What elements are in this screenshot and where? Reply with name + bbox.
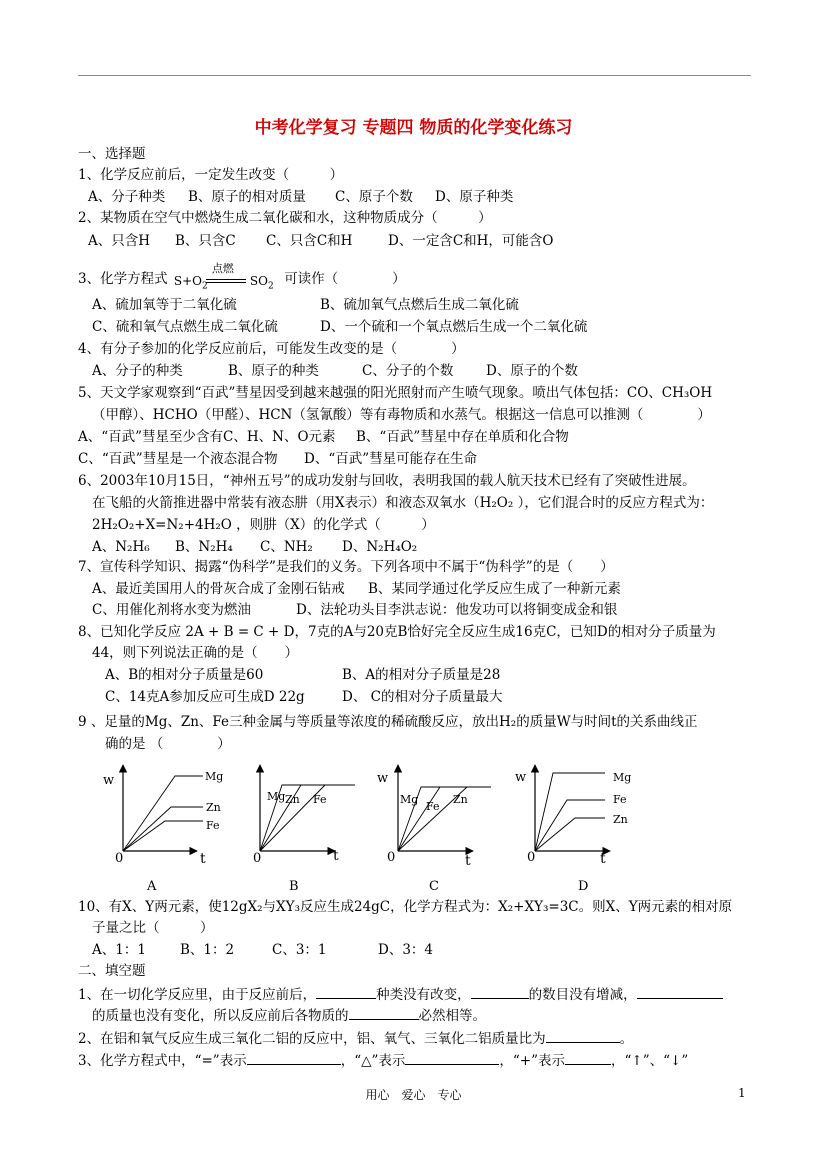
- q3-option-d: D、一个硫和一个氧点燃后生成一个二氧化硫: [320, 319, 588, 335]
- q9-a-label-2: Zn: [206, 801, 221, 814]
- q4-option-c: C、分子的个数: [362, 363, 454, 379]
- q3-option-b: B、硫加氧气点燃后生成二氧化硫: [320, 297, 519, 313]
- q10-option-d: D、3：4: [378, 942, 434, 958]
- q5-line-2: （甲醇）、HCHO（甲醛）、HCN（氢氰酸）等有毒物质和水蒸气。根据这一信息可以推测（ ）: [92, 407, 711, 423]
- header-rule: [78, 75, 751, 76]
- q3-stem-suffix: 可读作（ ）: [284, 271, 406, 287]
- f3-blank-3[interactable]: [565, 1050, 611, 1065]
- q9-graph-a-letter: A: [147, 879, 157, 893]
- q3-option-c: C、硫和氧气点燃生成二氧化硫: [92, 319, 278, 335]
- q9-line-2: 确的是 （ ）: [105, 736, 231, 752]
- q7-option-b: B、某同学通过化学反应生成了一种新元素: [368, 581, 621, 597]
- q9-b-label-3: Fe: [313, 793, 327, 806]
- q7-option-c: C、用催化剂将水变为燃油: [92, 602, 251, 618]
- q9-d-origin: 0: [527, 850, 536, 865]
- q9-graph-c-letter: C: [429, 879, 439, 893]
- q5-option-b: B、“百武”彗星中存在单质和化合物: [356, 429, 569, 445]
- q2-option-c: C、只含C和H: [266, 233, 353, 249]
- q3-stem: [78, 261, 406, 291]
- q8-option-c: C、14克A参加反应可生成D 22g: [105, 689, 305, 705]
- q6-option-d: D、N₂H₄O₂: [342, 539, 418, 555]
- page-number: 1: [738, 1086, 746, 1100]
- q4-stem: 4、有分子参加的化学反应前后，可能发生改变的是（ ）: [78, 341, 465, 357]
- q3-equation: [172, 261, 280, 291]
- q3-stem-prefix: 3、化学方程式: [78, 271, 168, 287]
- q2-option-b: B、只含C: [175, 233, 236, 249]
- q2-stem: 2、某物质在空气中燃烧生成二氧化碳和水，这种物质成分（ ）: [78, 210, 492, 226]
- q1-option-d: D、原子种类: [435, 189, 514, 205]
- q9-d-label-2: Fe: [613, 793, 627, 806]
- q5-option-c: C、“百武”彗星是一个液态混合物: [78, 451, 278, 467]
- q9-a-origin: 0: [115, 851, 124, 866]
- q6-line-2: 在飞船的火箭推进器中常装有液态肼（用X表示）和液态双氧水（H₂O₂ ），它们混合时的反应方程式为：: [92, 495, 714, 511]
- q9-c-axis-w: w: [377, 771, 389, 786]
- q9-a-axis-w: w: [103, 773, 115, 788]
- q9-d-label-1: Mg: [613, 771, 632, 784]
- q4-option-d: D、原子的个数: [486, 363, 578, 379]
- q3-eq-right: $SO_2$: [249, 273, 274, 291]
- q10-line-1: 10、有X、Y两元素，使12gX₂与XY₃反应生成24gC，化学方程式为：X₂+XY₃=3C。则X、Y两元素的相对原: [78, 899, 733, 915]
- f1-blank-4[interactable]: [349, 1005, 419, 1020]
- q1-option-c: C、原子个数: [335, 189, 413, 205]
- q9-a-label-3: Fe: [206, 819, 220, 832]
- q9-c-label-3: Zn: [453, 793, 468, 806]
- f1-blank-3[interactable]: [637, 984, 723, 999]
- section-fill-heading: 二、填空题: [78, 963, 146, 979]
- q3-option-a: A、硫加氧等于二氧化硫: [92, 297, 237, 313]
- q9-b-axis-t: t: [333, 848, 339, 864]
- q7-option-d: D、法轮功头目李洪志说：他发功可以将铜变成金和银: [296, 602, 618, 618]
- q9-c-origin: 0: [387, 850, 396, 865]
- q6-option-c: C、NH₂: [260, 539, 313, 555]
- q5-option-d: D、“百武”彗星可能存在生命: [304, 451, 478, 467]
- f2-line: 2、在铝和氧气反应生成三氧化二铝的反应中，铝、氧气、三氧化二铝质量比为 。: [78, 1028, 633, 1048]
- q6-line-3: 2H₂O₂+X=N₂+4H₂O ，则肼（X）的化学式（ ）: [92, 517, 435, 533]
- q7-stem: 7、宣传科学知识、揭露“伪科学”是我们的义务。下列各项中不属于“伪科学”的是（ ）: [78, 559, 614, 575]
- q3-eq-condition: 点燃: [211, 261, 234, 275]
- f3-blank-1[interactable]: [247, 1050, 341, 1065]
- q10-option-b: B、1：2: [180, 942, 235, 958]
- q6-line-1: 6、2003年10月15日，“神州五号”的成功发射与回收，表明我国的载人航天技术已经有了突破性进展。: [78, 473, 696, 489]
- q9-d-axis-t: t: [600, 851, 606, 867]
- q4-option-b: B、原子的种类: [228, 363, 319, 379]
- q9-d-label-3: Zn: [613, 813, 628, 826]
- q8-line-1: 8、已知化学反应 2A + B = C + D，7克的A与20克B恰好完全反应生成16克C，已知D的相对分子质量为: [78, 624, 716, 640]
- q6-option-b: B、N₂H₄: [175, 539, 233, 555]
- f1-line-2: 的质量也没有变化，所以反应前后各物质的 必然相等。: [92, 1005, 486, 1025]
- q9-graph-d: [515, 765, 631, 867]
- q9-graph-b: [253, 765, 355, 866]
- q1-option-a: A、分子种类: [88, 189, 166, 205]
- f3-blank-2[interactable]: [405, 1050, 499, 1065]
- q9-a-axis-t: t: [200, 851, 206, 867]
- q5-option-a: A、“百武”彗星至少含有C、H、N、O元素: [78, 429, 336, 445]
- q10-line-2: 子量之比（ ）: [92, 920, 214, 936]
- q9-b-label-1: Mg: [267, 790, 286, 803]
- q9-c-axis-t: t: [465, 853, 471, 869]
- f2-blank[interactable]: [546, 1028, 620, 1043]
- q9-graph-b-letter: B: [289, 879, 299, 893]
- q1-option-b: B、原子的相对质量: [188, 189, 306, 205]
- q8-option-b: B、A的相对分子质量是28: [342, 667, 501, 683]
- q8-option-a: A、B的相对分子质量是60: [105, 667, 264, 683]
- q9-graphs: [95, 763, 655, 893]
- q9-graph-c: [377, 765, 491, 869]
- q7-option-a: A、最近美国用人的骨灰合成了金刚石钻戒: [92, 581, 345, 597]
- f1-blank-2[interactable]: [471, 984, 529, 999]
- q9-graph-a: [103, 765, 223, 867]
- q1-stem: 1、化学反应前后，一定发生改变（ ）: [78, 167, 344, 183]
- q9-a-label-1: Mg: [205, 770, 224, 783]
- q8-line-2: 44，则下列说法正确的是（ ）: [92, 645, 299, 661]
- f3-line: 3、化学方程式中，“=”表示 ，“△”表示 ，“+”表示 ，“↑”、“↓”: [78, 1050, 688, 1070]
- section-choice-heading: 一、选择题: [78, 146, 146, 162]
- q8-option-d: D、 C的相对分子质量最大: [342, 689, 503, 705]
- q9-c-label-1: Mg: [400, 793, 419, 806]
- q9-b-origin: 0: [253, 851, 262, 866]
- q9-graph-d-letter: D: [578, 879, 589, 893]
- q9-c-label-2: Fe: [426, 800, 440, 813]
- q2-option-a: A、只含H: [88, 233, 151, 249]
- q6-option-a: A、N₂H₆: [92, 539, 150, 555]
- f1-line-1: 1、在一切化学反应里，由于反应前后， 种类没有改变， 的数目没有增减，: [78, 984, 723, 1004]
- q4-option-a: A、分子的种类: [92, 363, 183, 379]
- q9-b-label-2: Zn: [285, 793, 300, 806]
- q2-option-d: D、一定含C和H，可能含O: [388, 233, 554, 249]
- q9-d-axis-w: w: [515, 770, 527, 785]
- f1-blank-1[interactable]: [316, 984, 376, 999]
- q9-line-1: 9 、足量的Mg、Zn、Fe三种金属与等质量等浓度的稀硫酸反应，放出H₂的质量W与时间t的关系曲线正: [78, 714, 698, 730]
- q10-option-c: C、3：1: [272, 942, 327, 958]
- page-title: 中考化学复习 专题四 物质的化学变化练习: [254, 118, 573, 138]
- q5-line-1: 5、天文学家观察到“百武”彗星因受到越来越强的阳光照射而产生喷气现象。喷出气体包括：CO、CH₃OH: [78, 385, 713, 401]
- page-footer: 用心 爱心 专心: [365, 1088, 462, 1102]
- q10-option-a: A、1：1: [92, 942, 146, 958]
- q3-eq-left: $S+O_2$: [173, 273, 208, 291]
